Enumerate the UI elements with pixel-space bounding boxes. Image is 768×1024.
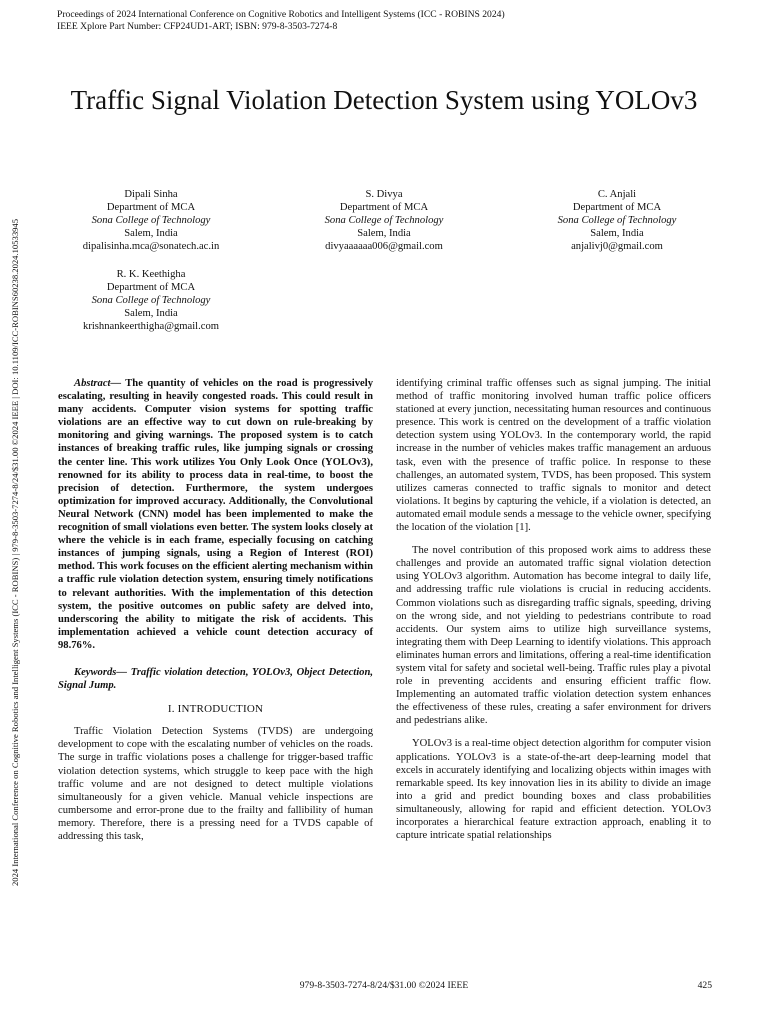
author-city: Salem, India (590, 228, 644, 240)
abstract (58, 377, 373, 652)
author-email: divyaaaaaa006@gmail.com (325, 241, 443, 253)
body-paragraph: identifying criminal traffic offenses such as signal jumping. The initial method of traffic monitoring involved human traffic police officers stationed at every junction, necessitating human resources and continuous presence. This work is centred on the development of a traffic violation detection system using YOLOv3. In the contemporary world, the rapid increase in the number of vehicles makes traffic management an arduous task, even with the presence of traffic police. In response to these challenges, an automated system, TVDS, has been proposed. This system utilizes cameras connected to traffic signals to monitor and detect violations. It begins by capturing the vehicle, if a violation is detected, an automated email module sends a message to the vehicle owner, specifying the location of the violation [1]. (396, 378, 711, 534)
author-name: Dipali Sinha (124, 189, 178, 200)
author-block (41, 268, 261, 333)
author-block (41, 188, 261, 253)
footer-copyright: 979-8-3503-7274-8/24/$31.00 ©2024 IEEE (299, 980, 469, 991)
author-email: krishnankeerthigha@gmail.com (83, 321, 219, 333)
author-dept: Department of MCA (106, 282, 196, 294)
author-dept: Department of MCA (572, 202, 662, 214)
author-block (274, 188, 494, 253)
author-org: Sona College of Technology (324, 215, 444, 227)
author-name: R. K. Keethigha (116, 269, 186, 280)
author-org: Sona College of Technology (557, 215, 677, 227)
body-paragraph: The novel contribution of this proposed work aims to address these challenges and provide an automated traffic signal violation detection using YOLOv3 algorithm. Automation has become integral to daily life, and addressing traffic rule violations is crucial in reducing accidents. Common violations such as disregarding traffic signals, speeding, driving on the wrong side, and not yielding to pedestrians contribute to road accidents. Our system aims to utilize high surveillance systems, integrating them with Deep Learning to identify violations. This approach eliminates human errors and limitations, offering a real-time identification system vital for safety and societal well-being. Traffic rules play a pivotal role in preventing accidents and ensuring efficient traffic flow. Implementing an automated traffic violation detection system enhances the effectiveness of these rules, creating a safer environment for drivers and pedestrians alike. (396, 545, 711, 727)
author-email: dipalisinha.mca@sonatech.ac.in (82, 241, 220, 253)
body-paragraph: YOLOv3 is a real-time object detection algorithm for computer vision applications. YOLOv3 is a state-of-the-art deep-learning model that excels in accurately identifying and localizing objects within images with remarkable speed. Its key innovation lies in its ability to divide an image into a grid and predict bounding boxes and class probabilities simultaneously, allowing for rapid and efficient detection. YOLOv3 incorporates a hierarchical feature extraction approach, enabling it to capture intricate spatial relationships (396, 738, 711, 842)
author-block (507, 188, 727, 253)
sidebar-doi-text: 2024 International Conference on Cognitive Robotics and Intelligent Systems (ICC - ROBINS) | 979-8-3503-7274-8/24/$31.00 ©2024 IEEE | DOI: 10.1109/ICC-ROBINS60238.2024.10533945 (10, 218, 20, 886)
abstract-text: The quantity of vehicles on the road is progressively escalating, resulting in heavily congested roads. This could result in many accidents. Computer vision systems for spotting traffic violations are an effective way to cut down on rule-breaking by monitoring and giving warnings. The proposed system is to catch instances of breaking traffic rules, like jumping signals or crossing the center line. This work utilizes You Only Look Once (YOLOv3), renowned for its ability to process data in real-time, to boost the precision of detection. Furthermore, the system undergoes optimization for improved accuracy. Additionally, the Convolutional Neural Network (CNN) model has been implemented to make the recognition of small violations even better. The system looks closely at where the vehicle is in each frame, especially focusing on catching instances of jumping signals, using a Region of Interest (ROI) method. This work focuses on the efficient alerting mechanism within a traffic rule violation detection system, ensuring timely notifications to relevant authorities. With the implementation of this detection system, the positive outcomes on public safety are delved into, underscoring the ability to mitigate the risk of accidents. This implementation achieved a vehicle count detection accuracy of 98.76%. (58, 378, 373, 651)
keywords: Keywords— Traffic violation detection, YOLOv3, Object Detection, Signal Jump. (58, 666, 373, 692)
abstract-label: Abstract— (74, 378, 122, 389)
header-proceedings: Proceedings of 2024 International Conference on Cognitive Robotics and Intelligent Systems (ICC - ROBINS 2024) (57, 9, 505, 20)
author-org: Sona College of Technology (91, 215, 211, 227)
author-dept: Department of MCA (106, 202, 196, 214)
header-isbn: IEEE Xplore Part Number: CFP24UD1-ART; ISBN: 979-8-3503-7274-8 (57, 20, 338, 32)
author-name: C. Anjali (597, 189, 637, 200)
page-number: 425 (697, 980, 712, 991)
author-org: Sona College of Technology (91, 295, 211, 307)
running-header (57, 9, 505, 32)
right-column (396, 377, 711, 842)
author-city: Salem, India (124, 228, 178, 240)
section-heading-introduction: I. INTRODUCTION (167, 703, 264, 716)
author-city: Salem, India (124, 308, 178, 320)
author-dept: Department of MCA (339, 202, 429, 214)
author-name: S. Divya (365, 189, 403, 200)
paper-title: Traffic Signal Violation Detection System using YOLOv3 (70, 85, 698, 115)
author-email: anjalivj0@gmail.com (571, 241, 663, 253)
intro-paragraph: Traffic Violation Detection Systems (TVDS) are undergoing development to cope with the escalating number of vehicles on the roads. The surge in traffic violations poses a challenge for trigger-based traffic violation detection systems, which struggle to keep pace with the high traffic volume and are not designed to detect multiple violations simultaneously for a given vehicle. Manual vehicle inspections are cumbersome and error-prone due to the frailty and fallibility of human memory. Therefore, there is a pressing need for a TVDS capable of addressing this task, (58, 726, 373, 842)
author-city: Salem, India (357, 228, 411, 240)
left-column (58, 377, 373, 843)
